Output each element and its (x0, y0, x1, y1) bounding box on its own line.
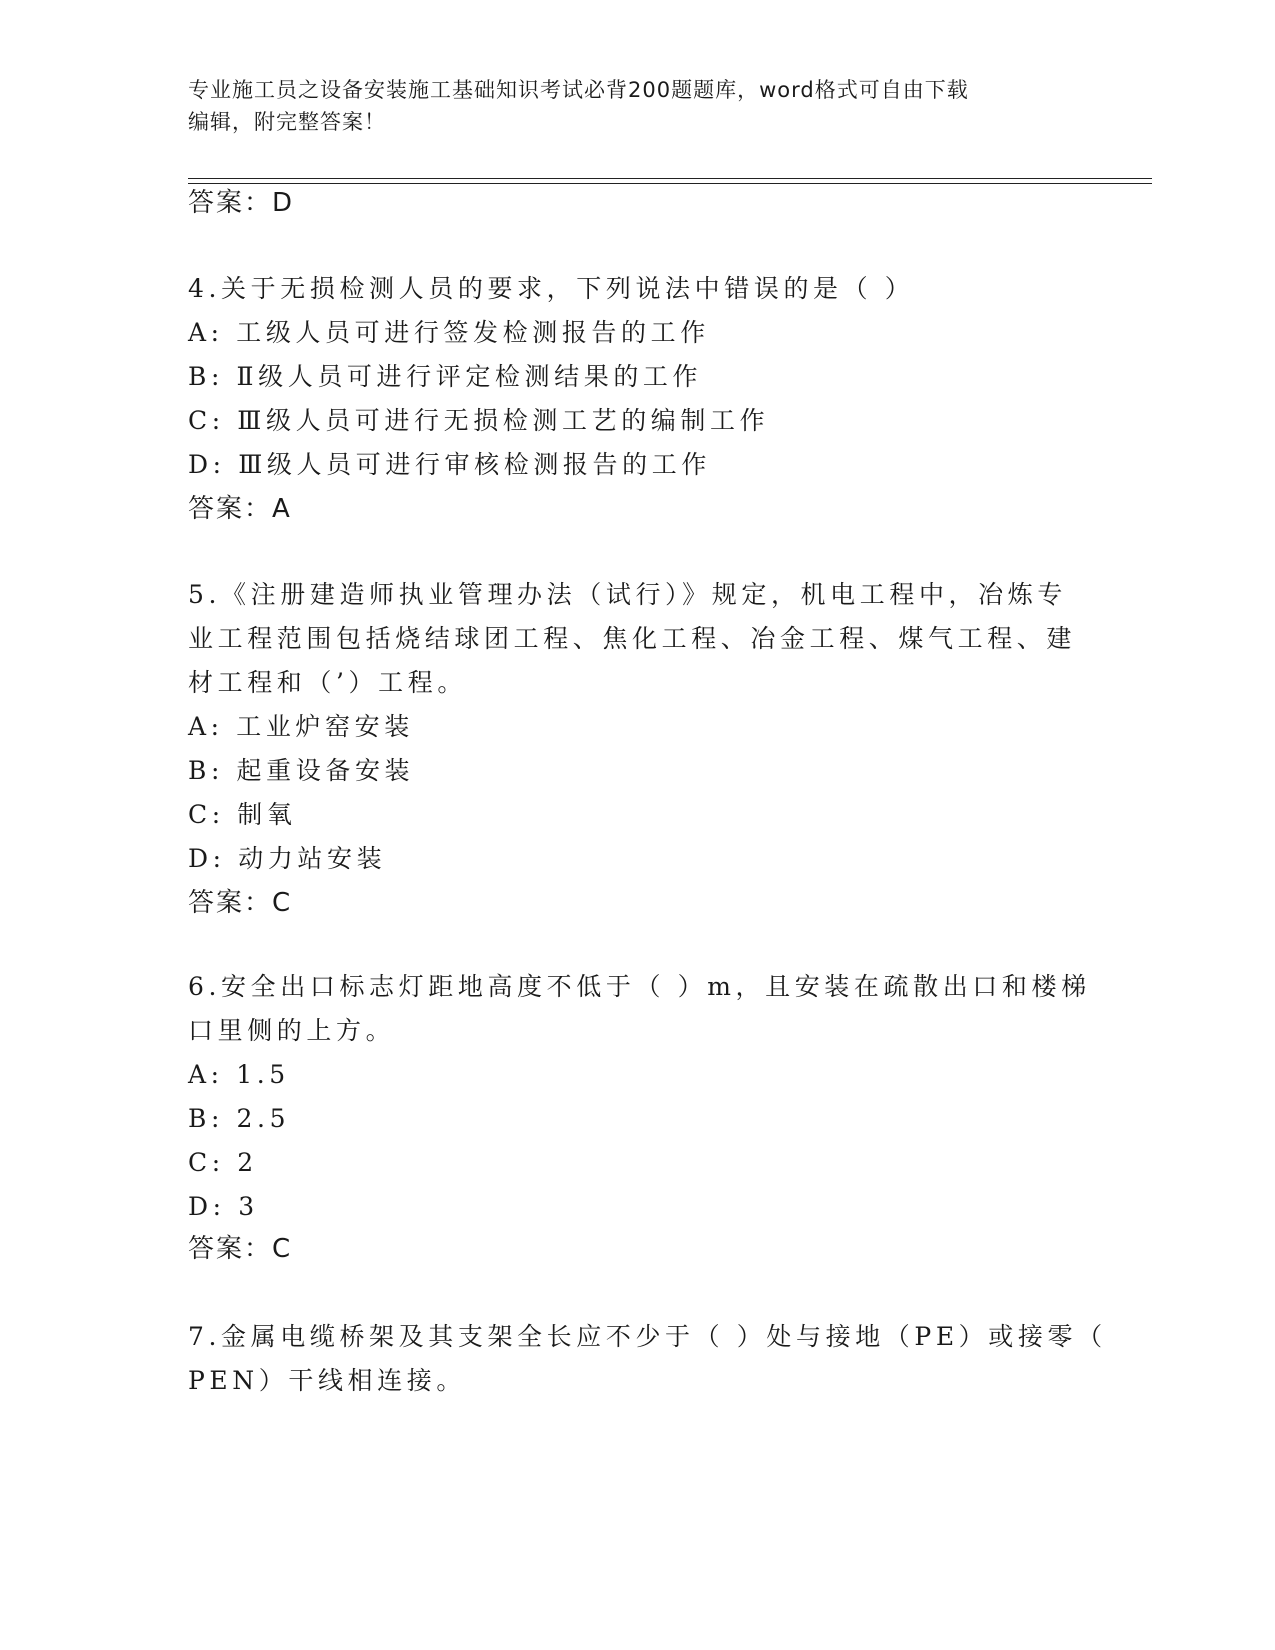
document-header (188, 74, 1068, 138)
header-title-line-2: 编辑，附完整答案！ (188, 110, 386, 134)
header-divider-bottom (188, 183, 1152, 184)
question-5-option-b: B: 起重设备安装 (188, 756, 415, 785)
question-5-stem-line-2: 业工程范围包括烧结球团工程、焦化工程、冶金工程、煤气工程、建 (188, 624, 1077, 653)
question-5-option-d: D: 动力站安装 (188, 844, 387, 873)
question-6-option-c: C: 2 (188, 1148, 258, 1177)
question-5-option-a: A: 工业炉窑安装 (188, 712, 414, 741)
header-title-line-1: 专业施工员之设备安装施工基础知识考试必背200题题库，word格式可自由下载 (188, 78, 969, 102)
question-4-option-a: A: 工级人员可进行签发检测报告的工作 (188, 318, 710, 347)
header-divider-top (188, 178, 1152, 179)
question-6-stem-line-1: 6.安全出口标志灯距地高度不低于（ ）m，且安装在疏散出口和楼梯 (188, 972, 1091, 1001)
question-5-option-c: C: 制氧 (188, 800, 297, 829)
answer-q6: 答案：C (188, 1234, 293, 1264)
question-6-option-b: B: 2.5 (188, 1104, 291, 1133)
question-6-stem-line-2: 口里侧的上方。 (188, 1016, 396, 1045)
answer-q5: 答案：C (188, 888, 293, 918)
question-6-option-d: D: 3 (188, 1192, 259, 1221)
question-7-stem-line-2: PEN）干线相连接。 (188, 1366, 466, 1395)
question-4-option-b: B: Ⅱ级人员可进行评定检测结果的工作 (188, 362, 703, 391)
question-7-stem-line-1: 7.金属电缆桥架及其支架全长应不少于（ ）处与接地（PE）或接零（ (188, 1322, 1107, 1351)
answer-q3: 答案：D (188, 188, 295, 218)
question-4-stem: 4.关于无损检测人员的要求，下列说法中错误的是（ ） (188, 274, 915, 303)
question-5-stem-line-3: 材工程和（’）工程。 (188, 668, 467, 697)
question-5-stem-line-1: 5.《注册建造师执业管理办法（试行）》规定，机电工程中，冶炼专 (188, 580, 1067, 609)
question-4-option-d: D: Ⅲ级人员可进行审核检测报告的工作 (188, 450, 711, 479)
answer-q4: 答案：A (188, 494, 292, 524)
question-6-option-a: A: 1.5 (188, 1060, 290, 1089)
question-4-option-c: C: Ⅲ级人员可进行无损检测工艺的编制工作 (188, 406, 770, 435)
